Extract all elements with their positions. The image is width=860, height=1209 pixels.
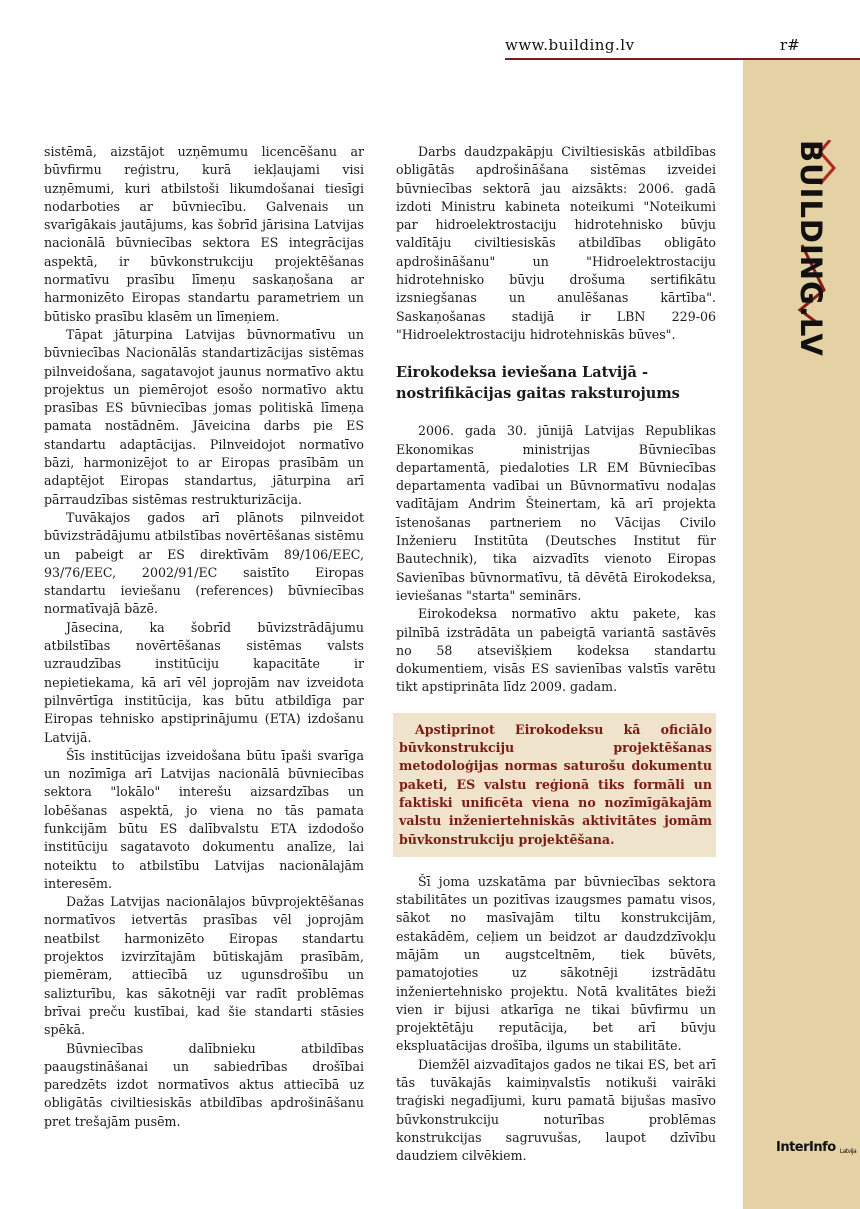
article-column-right [396, 143, 716, 1166]
header-rule [505, 58, 860, 60]
highlight-callout [393, 713, 716, 857]
right-paragraph-1: 2006. gada 30. jūnijā Latvijas Republikas Ekonomikas ministrijas Būvniecības departamentā, piedaloties LR EM Būvniecības departamenta vadībai un Būvnormatīvu nodaļas vadītājam Andrim Šteinertam, kā arī projekta īstenošanas partneriem no Vācijas Civilo Inženieru Institūta (Deutsches Institut für Bautechnik), tika aizvadīts vienoto Eiropas Savienības būvnormatīvu, tā dēvētā Eirokodeksa, ieviešanas "starta" seminārs. [396, 423, 716, 603]
left-paragraph-4: Jāsecina, ka šobrīd būvizstrādājumu atbilstības novērtēšanas sistēmas valsts uzraudzības institūciju kapacitāte ir nepietiekama, kā arī vēl joprojām nav izveidota pilnvērtīga institūcija, kas būtu atbildīga par Eiropas tehnisko apstiprinājumu (ETA) izdošanu Latvijā. [44, 619, 364, 745]
left-paragraph-3: Tuvākajos gados arī plānots pilnveidot būvizstrādājumu atbilstības novērtēšanas sistēmu un pabeigt ar ES direktīvām 89/106/EEC, 93/76/EEC, 2002/91/EC saistīto Eiropas standartu ieviešanu (references) būvniecības normatīvajā bāzē. [44, 509, 364, 617]
brand-wordmark [794, 140, 828, 357]
right-paragraph-3: Šī joma uzskatāma par būvniecības sektora stabilitātes un pozitīvas izaugsmes pamatu visos, sākot no masīvajām tiltu konstrukcijām, estakādēm, ceļiem un beidzot ar daudzdzīvokļu mājām un augstceltnēm, tiek būvēts, pamatojoties uz sākotnēji izstrādātu inženiertehnisko projektu. Notā kvalitātes bieži vien ir bijusi atkarīga ne tikai būvfirmu un projektētāju reputācija, bet arī būvju ekspluatācijas drošība, ilgums un stabilitāte. [396, 873, 716, 1054]
left-paragraph-7: Būvniecības dalībnieku atbildības paaugstināšanai un sabiedrības drošībai paredzēts izdot normatīvos aktus attiecībā uz obligātās civiltiesiskās atbildības apdrošināšanu pret trešajām pusēm. [44, 1040, 364, 1129]
right-paragraph-4: Diemžēl aizvadītajos gados ne tikai ES, bet arī tās tuvākajās kaimiņvalstīs notikuši vairāki traģiski negadījumi, kuru pamatā bijušas masīvo būvkonstrukciju noturības problēmas konstrukcijas sagruvušas, laupot dzīvību daudziem cilvēkiem. [396, 1056, 716, 1164]
header-url[interactable]: www.building.lv [505, 36, 635, 54]
callout-text: Apstiprinot Eirokodeksu kā oficiālo būvkonstrukciju projektēšanas metodoloģijas normas saturošu dokumentu paketi, ES valstu reģionā tiks formāli un faktiski unificēta viena no nozīmīgākajām valstu inženiertehniskās aktivitātes jomām būvkonstrukciju projektēšana. [399, 721, 712, 847]
sidebar-top-gap [743, 0, 860, 58]
right-paragraph-2: Eirokodeksa normatīvo aktu pakete, kas pilnībā izstrādāta un pabeigtā variantā sastāvēs no 58 atsevišķiem kodeksa standartu dokumentiem, visās ES savienības valstīs varētu tikt apstiprināta līdz 2009. gadam. [396, 606, 716, 695]
right-intro-paragraph: Darbs daudzpakāpju Civiltiesiskās atbildības obligātās apdrošināšana sistēmas izveidei būvniecības sektorā jau aizsākts: 2006. gadā izdoti Ministru kabineta noteikumi "Noteikumi par hidroelektrostaciju hidrotehnisko būvju valdītāju civiltiesiskās atbildības obligāto apdrošināšanu" un "Hidroelektrostaciju hidrotehnisko būvju drošuma sertifikātu izsniegšanas un anulēšanas kārtība". Saskaņošanas stadijā ir LBN 229-06 "Hidroelektrostaciju hidrotehniskās būves". [396, 144, 716, 342]
footer-logo-name: InterInfo [776, 1140, 836, 1155]
article-column-left [44, 143, 364, 1131]
footer-logo [776, 1140, 856, 1155]
left-paragraph-6: Dažas Latvijas nacionālajos būvprojektēšanas normatīvos ietvertās prasības vēl joprojām neatbilst harmonizēto Eiropas standartu projektos izvirzītajām būtiskajām prasībām, piemēram, attiecībā uz ugunsdrošību un salizturību, kas sākotnēji var radīt problēmas brīvai preču kustībai, kad šie standarti stāsies spēkā. [44, 894, 364, 1038]
left-paragraph-5: Šīs institūcijas izveidošana būtu īpaši svarīga un nozīmīga arī Latvijas nacionālā būvniecības sektora "lokālo" interešu aizsardzības un lobēšanas aspektā, jo viena no tās pamata funkcijām būtu ES dalībvalstu ETA izdodošo institūciju sagatavoto dokumentu analīze, lai noteiktu to atbilstību Latvijas nacionālajām interesēm. [44, 747, 364, 891]
header-page-code: r# [780, 36, 800, 54]
brand-name: BUILDING.LV [794, 140, 828, 357]
left-paragraph-1: sistēmā, aizstājot uzņēmumu licencēšanu ar būvfirmu reģistru, kurā iekļaujami visi uzņēmumi, kuri atbilstoši likumdošanai tiesīgi nodarboties ar būvniecību. Galvenais un svarīgākais jautājums, kas šobrīd jārisina Latvijas nacionālā būvniecības sektora ES integrācijas aspektā, ir būvkonstrukciju projektēšanas normatīvu prasību līmeņu saskaņošana ar harmonizēto Eiropas standartu parametriem un būtisko prasību klasēm un līmeņiem. [44, 144, 364, 324]
footer-logo-sub: Latvija [839, 1148, 857, 1155]
left-paragraph-2: Tāpat jāturpina Latvijas būvnormatīvu un būvniecības Nacionālās standartizācijas sistēmas pilnveidošana, sagatavojot jaunus normatīvo aktu projektus un piemērojot esošo normatīvo aktu prasības ES būvniecības jomas politiskā līmeņa pamata nostādnēm. Jāveicina darbs pie ES standartu adaptācijas. Pilnveidojot normatīvo bāzi, harmonizējot to ar Eiropas prasībām un adaptējot Eiropas standartus, jāturpina arī pārraudzības sistēmas restrukturizācija. [44, 326, 364, 507]
section-heading: Eirokodeksa ieviešana Latvijā - nostrifikācijas gaitas raksturojums [396, 364, 680, 403]
